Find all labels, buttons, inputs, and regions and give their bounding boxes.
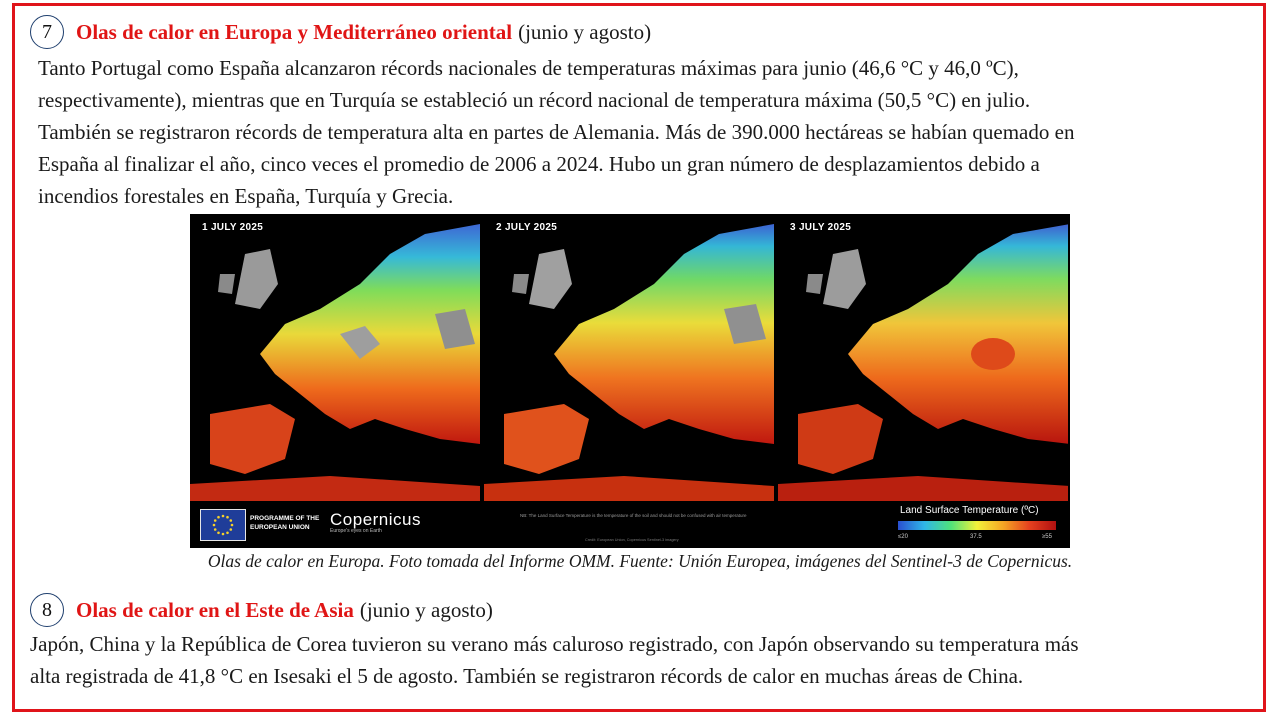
eu-flag-icon [200,509,246,541]
map-panel-1 [190,214,480,501]
copernicus-name: opernicus [342,510,421,529]
paragraph-line: alta registrada de 41,8 °C en Isesaki el 5 de agosto. También se registraron récords de calor en muchas áreas de China. [30,664,1024,688]
section-title: Olas de calor en Europa y Mediterráneo oriental [76,20,513,44]
section-period: (junio y agosto) [518,20,652,44]
paragraph-line: respectivamente), mientras que en Turquía se estableció un récord nacional de temperatura máxima (50,5 °C) en julio. [38,88,1031,112]
copernicus-c-icon: C [330,510,343,529]
legend-max: ≥55 [1042,534,1052,540]
copernicus-logo [330,510,421,534]
eu-label-line: PROGRAMME OF THE [250,515,320,522]
heatwave-map-figure [190,214,1070,548]
figure-footer [190,501,1070,548]
legend-mid: 37.5 [970,534,982,540]
map-panel-2 [484,214,774,501]
paragraph-line: Tanto Portugal como España alcanzaron récords nacionales de temperaturas máximas para junio (46,6 °C y 46,0 ºC), [38,56,1019,80]
section-7-heading [30,15,651,49]
legend-min: ≤20 [898,534,908,540]
paragraph-line: También se registraron récords de temperatura alta en partes de Alemania. Más de 390.000 hectáreas se habían quemado en [38,120,1075,144]
image-credit: Credit: European Union, Copernicus Sentinel-3 imagery [585,538,679,542]
section-title: Olas de calor en el Este de Asia [76,598,354,622]
europe-map-1 [190,214,480,501]
panel-date-label: 1 JULY 2025 [202,222,264,233]
panel-date-label: 3 JULY 2025 [790,222,852,233]
section-number-badge: 7 [30,15,64,49]
section-period: (junio y agosto) [359,598,493,622]
figure-caption: Olas de calor en Europa. Foto tomada del Informe OMM. Fuente: Unión Europea, imágenes del Sentinel-3 de Copernicus. [207,551,1073,571]
paragraph-line: incendios forestales en España, Turquía y Grecia. [38,184,454,208]
europe-map-2 [484,214,774,501]
europe-map-3 [778,214,1068,501]
temperature-colorbar [898,521,1056,530]
paragraph-line: España al finalizar el año, cinco veces el promedio de 2006 a 2024. Hubo un gran número de desplazamientos debido a [38,152,1040,176]
eu-label-line: EUROPEAN UNION [250,524,310,531]
legend-title: Land Surface Temperature (ºC) [900,505,1039,516]
paragraph-line: Japón, China y la República de Corea tuvieron su verano más caluroso registrado, con Japón observando su temperatura más [30,632,1079,656]
panel-date-label: 2 JULY 2025 [496,222,558,233]
map-panel-3 [778,214,1068,501]
eu-programme-label [250,514,330,532]
copernicus-tagline: Europe's eyes on Earth [330,528,382,534]
lst-note: NB: The Land Surface Temperature is the temperature of the soil and should not be confused with air temperature [520,513,747,518]
section-number-badge: 8 [30,593,64,627]
section-8-heading [30,593,493,627]
